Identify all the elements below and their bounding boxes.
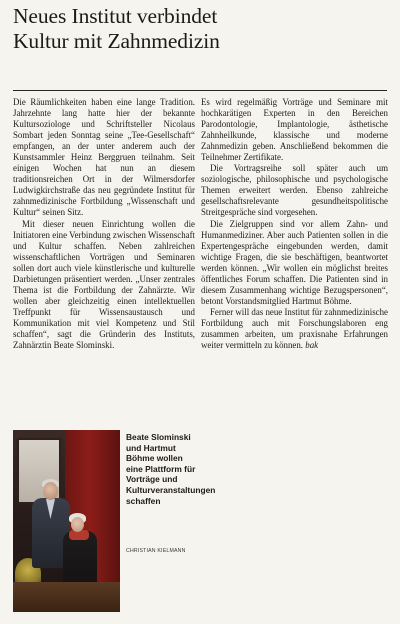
- paragraph: Mit dieser neuen Einrichtung wollen die Initiatoren eine Verbindung zwischen Wissenschaft und Kultur schaffen. Neben zahlreichen wissenschaftlichen Vorträgen und Seminaren sollen dort auch viele künstlerische und kulturelle Darbietungen präsentiert werden. „Unser zentrales Thema ist die Fortbildung der Zahnärzte. Wir wollen aber gleichzeitig einen intellektuellen Treffpunkt für Wissensaustausch und Kommunikation mit viel Kompetenz und Stil schaffen“, sagt die Gründerin des Instituts, Zahnärztin Beate Slominski.: [13, 218, 195, 351]
- paragraph-last: [201, 307, 388, 351]
- photo-woman-head: [71, 517, 84, 532]
- article-photo: [13, 430, 120, 612]
- paragraph: Die Räumlichkeiten haben eine lange Tradition. Jahrzehnte lang hatte hier der bekannte Kultursoziologe und Schriftsteller Nicolaus Sombart jeden Sonntag seine „Tee-Gesellschaft“ empfangen, an der unter anderem auch der Kunstsammler Heinz Berggruen teilnahm. Seit einigen Wochen hat nun an diesem traditionsreichen Ort in der Wilmersdorfer Ludwigkirchstraße das neu gegründete Institut für zahnmedizinische Fortbildung „Wissenschaft und Kultur“ seinen Sitz.: [13, 97, 195, 218]
- paragraph: Es wird regelmäßig Vorträge und Seminare mit hochkarätigen Experten in den Bereichen Parodontologie, Implantologie, ästhetische Zahnheilkunde, klassische und moderne Zahnmedizin geben. Anschließend bekommen die Teilnehmer Zertifikate.: [201, 97, 388, 163]
- paragraph: Die Zielgruppen sind vor allem Zahn- und Humanmediziner. Aber auch Patienten sollen in die Expertengespräche eingebunden werden, damit wichtige Fragen, die sie beschäftigen, beantwortet werden können. „Wir wollen ein möglichst breites öffentliches Forum schaffen. Die Patienten sind in diesem Zusammenhang wichtige Bezugspersonen“, betont Vorstandsmitglied Hartmut Böhme.: [201, 218, 388, 306]
- photo-caption: Beate Slominski und Hartmut Böhme wollen eine Plattform für Vorträge und Kulturveranstaltungen schaffen: [126, 432, 216, 506]
- headline-divider: [13, 90, 387, 91]
- paragraph-text: Ferner will das neue Institut für zahnmedizinische Fortbildung auch mit Forschungslaboren eng zusammen arbeiten, um praxisnahe Erfahrungen weiter vermitteln zu können.: [201, 306, 388, 351]
- paragraph: Die Vortragsreihe soll später auch um soziologische, philosophische und psychologische Themen erweitert werden. Ebenso zahlreiche gesellschaftsrelevante gesundheitspolitische Streitgespräche sind vorgesehen.: [201, 163, 388, 218]
- article-headline: Neues Institut verbindet Kultur mit Zahnmedizin: [13, 4, 220, 53]
- author-tag: bak: [305, 340, 319, 351]
- photo-credit: CHRISTIAN KIELMANN: [126, 548, 186, 554]
- article-column-right: [201, 97, 388, 351]
- article-column-left: [13, 97, 195, 351]
- photo-table: [13, 582, 120, 612]
- photo-man-head: [43, 482, 58, 500]
